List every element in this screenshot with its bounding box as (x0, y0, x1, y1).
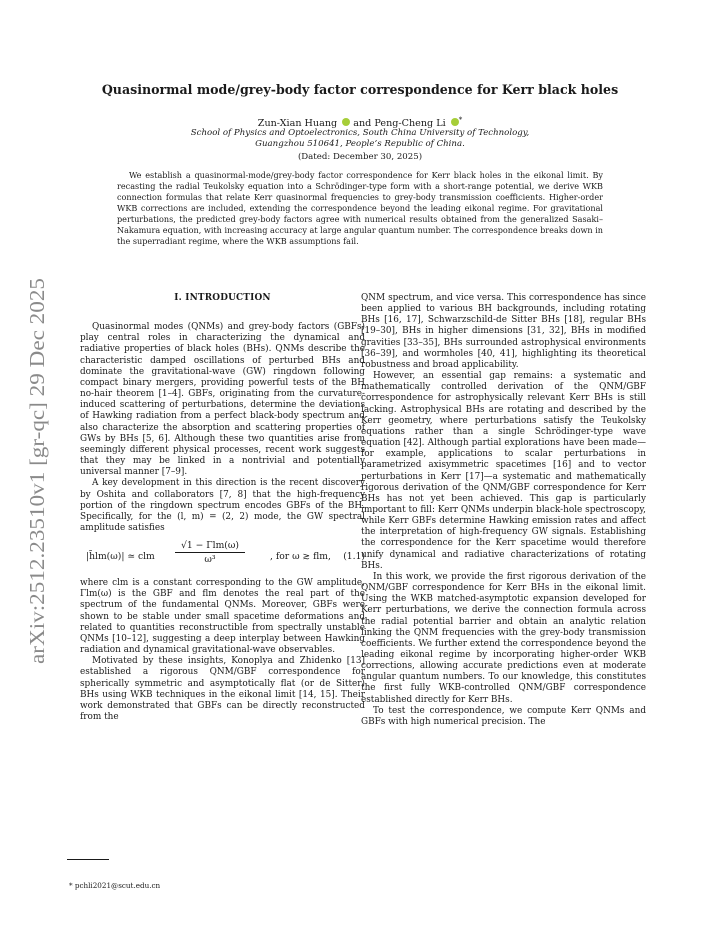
fraction-denominator: ω³ (204, 554, 216, 566)
author-joiner: and (353, 118, 372, 130)
paragraph: To test the correspondence, we compute Kerr QNMs and GBFs with high numerical precision. The (361, 705, 646, 727)
paragraph: Quasinormal modes (QNMs) and grey-body factors (GBFs) play central roles in characterizing the dynamical and radiative properties of black holes (BHs). QNMs describe the characteristic damped oscillations of perturbed BHs and dominate the gravitational-wave (GW) ringdown following compact binary mergers, providing powerful tests of the BH no-hair theorem [1–4]. GBFs, originating from the curvature-induced scattering of perturbations, determine the deviations of Hawking radiation from a perfect black-body spectrum and also characterize the absorption and scattering properties of GWs by BHs [5, 6]. Although these two quantities arise from seemingly different physical processes, recent work suggests that they may be linked in a nontrivial and potentially universal manner [7–9]. (80, 322, 365, 478)
affiliation (60, 128, 660, 150)
section-heading: I. INTRODUCTION (174, 293, 271, 303)
equation-fraction (175, 540, 245, 565)
author-name: Zun-Xian Huang (257, 118, 338, 130)
paragraph: A key development in this direction is the recent discovery by Oshita and collaborators [7, 8] that the high-frequency portion of the ringdown spectrum encodes GBFs of the BH. Specifically, for the (l, m) = (2, 2) mode, the GW spectral amplitude satisfies (80, 478, 365, 533)
left-column (80, 293, 365, 723)
orcid-icon[interactable] (451, 118, 459, 126)
paper-title: Quasinormal mode/grey-body factor correspondence for Kerr black holes (101, 82, 619, 97)
equation-lhs: |h̃lm(ω)| ≃ clm (86, 551, 155, 563)
arxiv-identifier-stamp (14, 272, 52, 672)
footnote: * pchli2021@scut.edu.cn (69, 881, 161, 890)
date-line: (Dated: December 30, 2025) (297, 152, 423, 162)
fraction-numerator: √1 − Γlm(ω) (175, 540, 245, 553)
paragraph: In this work, we provide the first rigorous derivation of the QNM/GBF correspondence for Kerr BHs in the eikonal limit. Using the WKB matched-asymptotic expansion developed for Kerr perturbations, we derive the connection formula across the radial potential barrier and obtain an analytic relation linking the QNM frequencies with the grey-body transmission coefficients. We further extend the correspondence beyond the leading eikonal regime by incorporating higher-order WKB corrections, allowing accurate predictions even at moderate angular quantum numbers. To our knowledge, this constitutes the first fully WKB-controlled QNM/GBF correspondence established directly for Kerr BHs. (361, 571, 646, 705)
paragraph: QNM spectrum, and vice versa. This correspondence has since been applied to various BH backgrounds, including rotating BHs [16, 17], Schwarzschild-de Sitter BHs [18], regular BHs [19–30], BHs in higher dimensions [31, 32], BHs in modified gravities [33–35], BHs surrounded astrophysical environments [36–39], and wormholes [40, 41], highlighting its theoretical robustness and broad applicability. (361, 293, 646, 370)
arxiv-id-text: arXiv:2512.23510v1 [gr-qc] 29 Dec 2025 (25, 305, 49, 664)
author-name: Peng-Cheng Li (374, 118, 446, 130)
paragraph: Motivated by these insights, Konoplya and Zhidenko [13] established a rigorous QNM/GBF correspondence for spherically symmetric and asymptotically flat (or de Sitter) BHs using WKB techniques in the eikonal limit [14, 15]. Their work demonstrated that GBFs can be directly reconstructed from the (80, 656, 365, 722)
footnote-rule (67, 859, 109, 860)
right-column (361, 293, 646, 728)
paragraph: where clm is a constant corresponding to the GW amplitude, Γlm(ω) is the GBF and flm denotes the real part of the spectrum of the fundamental QNMs. Moreover, GBFs were shown to be stable under small spacetime deformations and related to quantities reconstructible from spectrally unstable QNMs [10–12], suggesting a deep interplay between Hawking radiation and dynamical gravitational-wave observables. (80, 578, 365, 656)
equation-condition: , for ω ≳ flm, (270, 551, 331, 563)
corresponding-author-mark: * (458, 116, 463, 124)
affiliation-line: Guangzhou 510641, People’s Republic of China. (255, 139, 465, 149)
affiliation-line: School of Physics and Optoelectronics, South China University of Technology, (190, 128, 530, 138)
equation-number: (1.1) (343, 551, 365, 563)
equation-1-1 (80, 540, 365, 574)
paragraph: However, an essential gap remains: a systematic and mathematically controlled derivation of the QNM/GBF correspondence for astrophysically relevant Kerr BHs is still lacking. Astrophysical BHs are rotating and described by the Kerr geometry, where perturbations satisfy the Teukolsky equations rather than a single Schrödinger-type wave equation [42]. Although partial explorations have been made—for example, applications to scalar perturbations in parametrized axisymmetric spacetimes [16] and to vector perturbations in Kerr [17]—a systematic and mathematically rigorous derivation of the QNM/GBF correspondence for Kerr BHs has not yet been achieved. This gap is particularly important to fill: Kerr QNMs underpin black-hole spectroscopy, while Kerr GBFs determine Hawking emission rates and affect the interpretation of high-frequency GW signals. Establishing the correspondence for the Kerr spacetime would therefore unify dynamical and radiative characterizations of rotating BHs. (361, 371, 646, 571)
orcid-icon[interactable] (342, 118, 350, 126)
abstract: We establish a quasinormal-mode/grey-body factor correspondence for Kerr black holes in the eikonal limit. By recasting the radial Teukolsky equation into a Schrödinger-type form with a short-range potential, we derive WKB connection formulas that relate Kerr quasinormal frequencies to grey-body transmission coefficients. Higher-order WKB corrections are included, extending the correspondence beyond the leading eikonal regime. For gravitational perturbations, the predicted grey-body factors agree with numerical results obtained from the generalized Sasaki–Nakamura equation, with increasing accuracy at large angular quantum number. The correspondence breaks down in the superradiant regime, where the WKB assumptions fail. (117, 170, 603, 246)
